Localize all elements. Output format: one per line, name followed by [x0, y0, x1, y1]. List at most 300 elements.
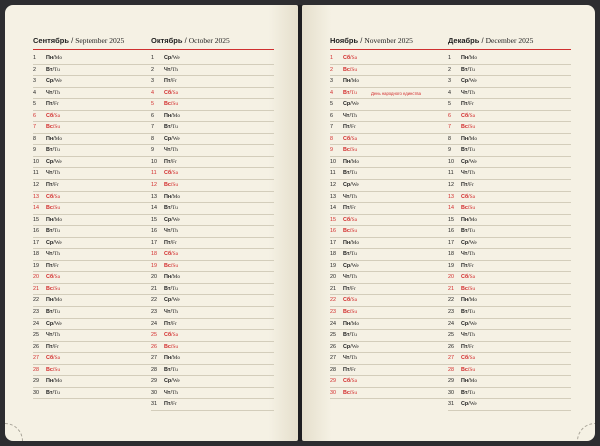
weekday-separator: /	[52, 147, 54, 154]
weekday-separator: /	[171, 274, 173, 281]
day-row	[33, 249, 156, 261]
weekday-ru: Пн	[461, 216, 469, 223]
day-number: 18	[448, 251, 454, 258]
day-row	[448, 238, 571, 250]
weekday-en: Su	[351, 228, 358, 235]
day-number: 21	[33, 285, 39, 292]
weekday-separator: /	[350, 216, 352, 223]
weekday-en: We	[469, 239, 477, 246]
day-row	[33, 99, 156, 111]
weekday-en: Fr	[54, 343, 59, 350]
weekday-ru: Пн	[164, 193, 172, 200]
day-number: 14	[330, 205, 336, 212]
weekday-ru: Сб	[164, 89, 172, 96]
weekday-ru: Сб	[461, 112, 469, 119]
day-row	[330, 88, 453, 100]
day-row	[448, 295, 571, 307]
weekday-separator: /	[468, 78, 470, 85]
weekday-separator: /	[171, 55, 173, 61]
weekday-separator: /	[171, 251, 173, 258]
weekday-en: Fr	[351, 205, 356, 212]
weekday-en: Th	[350, 274, 357, 281]
day-number: 23	[330, 309, 336, 316]
weekday-separator: /	[350, 101, 352, 108]
day-row	[330, 203, 453, 215]
weekday-ru: Ср	[164, 216, 172, 223]
weekday-separator: /	[171, 216, 173, 223]
weekday-separator: /	[349, 274, 351, 281]
day-row	[330, 307, 453, 319]
weekday-en: Th	[53, 251, 60, 258]
day-number: 3	[33, 78, 36, 85]
weekday-ru: Чт	[46, 89, 53, 96]
day-number: 20	[448, 274, 454, 281]
weekday-ru: Пт	[46, 101, 53, 108]
month-name-en: December 2025	[485, 36, 534, 45]
day-number: 9	[33, 147, 36, 154]
weekday-separator: /	[53, 135, 55, 142]
weekday-separator: /	[467, 147, 469, 154]
day-number: 5	[151, 101, 154, 108]
day-row	[33, 295, 156, 307]
weekday-en: Su	[351, 66, 358, 73]
weekday-en: Tu	[468, 66, 475, 73]
day-number: 15	[330, 216, 336, 223]
day-number: 3	[330, 78, 333, 85]
weekday-ru: Пт	[343, 205, 350, 212]
day-row	[330, 168, 453, 180]
day-row	[151, 180, 274, 192]
day-number: 16	[33, 228, 39, 235]
day-number: 9	[448, 147, 451, 154]
day-number: 25	[151, 332, 157, 339]
day-row	[330, 134, 453, 146]
day-row	[330, 342, 453, 354]
weekday-separator: /	[53, 239, 55, 246]
day-row	[33, 353, 156, 365]
weekday-en: Sa	[172, 251, 179, 258]
day-row	[330, 353, 453, 365]
month-separator: /	[184, 36, 189, 45]
weekday-en: Tu	[350, 251, 357, 258]
weekday-separator: /	[468, 297, 470, 304]
weekday-separator: /	[468, 158, 470, 165]
weekday-en: Su	[172, 182, 179, 189]
day-number: 2	[33, 66, 36, 73]
weekday-en: Sa	[469, 355, 476, 362]
weekday-en: We	[351, 262, 359, 269]
day-row	[330, 122, 453, 134]
weekday-en: Fr	[54, 182, 59, 189]
weekday-separator: /	[467, 66, 469, 73]
day-row	[151, 122, 274, 134]
weekday-ru: Сб	[461, 193, 469, 200]
month-october	[151, 35, 274, 411]
day-number: 30	[448, 389, 454, 396]
weekday-en: Fr	[172, 158, 177, 165]
weekday-en: Su	[469, 124, 476, 131]
weekday-ru: Вт	[164, 285, 171, 292]
day-row	[448, 203, 571, 215]
weekday-ru: Пн	[46, 297, 54, 304]
weekday-ru: Вс	[461, 285, 468, 292]
weekday-en: Mo	[54, 55, 63, 61]
weekday-separator: /	[350, 158, 352, 165]
weekday-ru: Сб	[461, 274, 469, 281]
weekday-ru: Чт	[164, 389, 171, 396]
day-row	[330, 180, 453, 192]
day-row	[448, 145, 571, 157]
day-row	[448, 76, 571, 88]
weekday-ru: Пт	[164, 239, 171, 246]
day-number: 5	[330, 101, 333, 108]
weekday-separator: /	[349, 389, 352, 396]
weekday-ru: Пн	[461, 297, 469, 304]
weekday-separator: /	[467, 228, 469, 235]
weekday-ru: Вс	[461, 205, 468, 212]
weekday-ru: Пн	[46, 55, 54, 61]
weekday-ru: Вс	[461, 366, 468, 373]
month-separator: /	[71, 36, 76, 45]
day-number: 1	[330, 55, 333, 61]
weekday-ru: Вт	[461, 66, 468, 73]
weekday-ru: Ср	[164, 135, 172, 142]
weekday-ru: Ср	[461, 320, 469, 327]
weekday-separator: /	[349, 228, 352, 235]
weekday-separator: /	[53, 320, 55, 327]
weekday-ru: Вт	[46, 66, 53, 73]
day-row	[330, 99, 453, 111]
day-number: 8	[151, 135, 154, 142]
weekday-en: Fr	[172, 401, 177, 408]
day-number: 14	[33, 205, 39, 212]
weekday-ru: Пт	[164, 401, 171, 408]
weekday-en: Mo	[54, 216, 63, 223]
weekday-ru: Вт	[461, 309, 468, 316]
day-number: 29	[33, 378, 39, 385]
weekday-separator: /	[53, 193, 55, 200]
day-row	[151, 342, 274, 354]
weekday-separator: /	[350, 78, 352, 85]
day-number: 22	[151, 297, 157, 304]
weekday-ru: Чт	[461, 332, 468, 339]
weekday-ru: Пт	[164, 78, 171, 85]
day-number: 17	[33, 239, 39, 246]
month-name-ru: Сентябрь	[33, 36, 69, 45]
weekday-ru: Пт	[461, 101, 468, 108]
day-number: 4	[330, 89, 333, 96]
day-row	[330, 215, 453, 227]
weekday-ru: Вт	[343, 251, 350, 258]
day-row	[33, 284, 156, 296]
day-number: 8	[330, 135, 333, 142]
weekday-ru: Чт	[343, 112, 350, 119]
weekday-ru: Вт	[461, 228, 468, 235]
day-number: 4	[33, 89, 36, 96]
weekday-separator: /	[468, 355, 470, 362]
weekday-en: We	[469, 78, 477, 85]
weekday-separator: /	[170, 78, 173, 85]
weekday-ru: Пт	[461, 262, 468, 269]
weekday-ru: Вс	[461, 124, 468, 131]
weekday-en: Th	[171, 228, 178, 235]
month-name-en: October 2025	[188, 36, 230, 45]
day-row	[33, 168, 156, 180]
day-number: 13	[330, 193, 336, 200]
day-row	[33, 365, 156, 377]
weekday-en: Mo	[351, 239, 360, 246]
weekday-en: Mo	[351, 320, 360, 327]
day-number: 17	[151, 239, 157, 246]
day-number: 21	[330, 285, 336, 292]
weekday-separator: /	[468, 378, 470, 385]
weekday-en: We	[172, 297, 180, 304]
weekday-en: Th	[171, 66, 178, 73]
day-row	[33, 180, 156, 192]
day-number: 10	[151, 158, 157, 165]
weekday-en: Su	[351, 147, 358, 154]
day-row	[330, 272, 453, 284]
weekday-en: Tu	[171, 285, 178, 292]
weekday-ru: Сб	[343, 378, 351, 385]
weekday-en: We	[469, 320, 477, 327]
weekday-en: Mo	[469, 378, 478, 385]
day-row	[151, 203, 274, 215]
weekday-separator: /	[171, 89, 173, 96]
weekday-ru: Сб	[343, 216, 351, 223]
weekday-en: Th	[350, 355, 357, 362]
day-row	[330, 388, 453, 400]
day-number: 21	[448, 285, 454, 292]
month-december	[448, 35, 571, 411]
weekday-separator: /	[467, 89, 469, 96]
day-number: 11	[151, 170, 157, 177]
day-number: 1	[151, 55, 154, 61]
day-row	[151, 295, 274, 307]
day-row	[151, 226, 274, 238]
day-row	[448, 365, 571, 377]
weekday-separator: /	[350, 182, 352, 189]
weekday-ru: Вт	[461, 389, 468, 396]
day-number: 14	[151, 205, 157, 212]
weekday-separator: /	[52, 89, 54, 96]
day-row	[448, 342, 571, 354]
weekday-ru: Вт	[343, 89, 350, 96]
weekday-separator: /	[350, 135, 352, 142]
day-number: 29	[448, 378, 454, 385]
day-row	[448, 88, 571, 100]
day-row	[448, 65, 571, 77]
day-number: 18	[151, 251, 157, 258]
day-row	[330, 65, 453, 77]
day-row	[448, 388, 571, 400]
weekday-separator: /	[349, 89, 351, 96]
day-row	[33, 319, 156, 331]
weekday-ru: Пн	[46, 378, 54, 385]
weekday-en: Mo	[54, 135, 63, 142]
weekday-separator: /	[170, 389, 172, 396]
month-november	[330, 35, 453, 399]
weekday-en: Fr	[469, 101, 474, 108]
weekday-ru: Пн	[164, 355, 172, 362]
day-number: 26	[448, 343, 454, 350]
day-row	[33, 342, 156, 354]
day-number: 7	[33, 124, 36, 131]
weekday-separator: /	[349, 366, 352, 373]
day-number: 31	[151, 401, 157, 408]
day-row	[151, 192, 274, 204]
weekday-separator: /	[467, 389, 469, 396]
weekday-en: Su	[351, 309, 358, 316]
weekday-separator: /	[53, 355, 55, 362]
weekday-en: Sa	[469, 193, 476, 200]
weekday-ru: Вс	[46, 366, 53, 373]
weekday-en: Sa	[351, 135, 358, 142]
weekday-en: Th	[350, 112, 357, 119]
day-row	[33, 203, 156, 215]
day-number: 29	[330, 378, 336, 385]
day-row	[151, 65, 274, 77]
weekday-en: Su	[54, 366, 61, 373]
day-row	[151, 284, 274, 296]
weekday-separator: /	[467, 124, 470, 131]
day-number: 16	[330, 228, 336, 235]
weekday-en: We	[54, 78, 62, 85]
day-row	[330, 238, 453, 250]
day-number: 27	[151, 355, 157, 362]
weekday-separator: /	[170, 228, 172, 235]
weekday-ru: Чт	[461, 89, 468, 96]
day-number: 6	[33, 112, 36, 119]
day-row	[33, 226, 156, 238]
weekday-separator: /	[170, 101, 173, 108]
weekday-en: Sa	[172, 89, 179, 96]
weekday-en: Su	[351, 389, 358, 396]
weekday-ru: Ср	[461, 78, 469, 85]
day-number: 8	[33, 135, 36, 142]
weekday-ru: Ср	[46, 239, 54, 246]
day-row	[33, 111, 156, 123]
month-header	[33, 35, 156, 47]
day-number: 24	[151, 320, 157, 327]
day-number: 2	[151, 66, 154, 73]
weekday-en: Tu	[350, 170, 357, 177]
day-number: 28	[448, 366, 454, 373]
weekday-ru: Сб	[343, 297, 351, 304]
weekday-separator: /	[350, 320, 352, 327]
day-row	[330, 330, 453, 342]
day-row	[151, 330, 274, 342]
weekday-separator: /	[350, 343, 352, 350]
weekday-separator: /	[52, 251, 54, 258]
weekday-ru: Чт	[46, 332, 53, 339]
day-row	[151, 249, 274, 261]
day-row	[448, 180, 571, 192]
weekday-en: We	[351, 182, 359, 189]
month-separator: /	[360, 36, 365, 45]
weekday-en: Fr	[172, 239, 177, 246]
weekday-en: Sa	[351, 297, 358, 304]
day-number: 25	[330, 332, 336, 339]
day-number: 3	[151, 78, 154, 85]
weekday-ru: Пт	[46, 262, 53, 269]
weekday-separator: /	[350, 239, 352, 246]
weekday-en: Su	[469, 285, 476, 292]
weekday-ru: Вт	[164, 124, 171, 131]
weekday-separator: /	[171, 355, 173, 362]
weekday-separator: /	[53, 112, 55, 119]
weekday-en: Mo	[54, 378, 63, 385]
weekday-separator: /	[467, 285, 470, 292]
weekday-ru: Пн	[343, 239, 351, 246]
weekday-ru: Пт	[343, 124, 350, 131]
weekday-ru: Сб	[46, 112, 54, 119]
weekday-ru: Вт	[46, 228, 53, 235]
month-september	[33, 35, 156, 399]
weekday-separator: /	[52, 332, 54, 339]
day-number: 30	[151, 389, 157, 396]
day-row	[151, 53, 274, 65]
weekday-en: Fr	[469, 182, 474, 189]
day-number: 24	[448, 320, 454, 327]
weekday-ru: Пн	[461, 378, 469, 385]
day-row	[33, 376, 156, 388]
weekday-en: Sa	[469, 274, 476, 281]
day-row	[330, 284, 453, 296]
day-number: 16	[151, 228, 157, 235]
weekday-ru: Ср	[46, 78, 54, 85]
weekday-separator: /	[467, 366, 470, 373]
right-page	[302, 5, 595, 441]
weekday-ru: Вс	[164, 343, 171, 350]
day-row	[151, 399, 274, 411]
day-number: 11	[33, 170, 39, 177]
weekday-separator: /	[467, 332, 469, 339]
day-number: 4	[151, 89, 154, 96]
weekday-en: We	[469, 158, 477, 165]
weekday-en: We	[54, 239, 62, 246]
weekday-en: Mo	[172, 112, 181, 119]
weekday-separator: /	[171, 170, 173, 177]
weekday-ru: Вс	[46, 124, 53, 131]
day-number: 22	[330, 297, 336, 304]
day-number: 3	[448, 78, 451, 85]
weekday-en: Th	[53, 332, 60, 339]
day-row	[330, 365, 453, 377]
weekday-separator: /	[53, 274, 55, 281]
weekday-separator: /	[468, 320, 470, 327]
weekday-ru: Вт	[343, 170, 350, 177]
day-number: 7	[330, 124, 333, 131]
weekday-separator: /	[349, 124, 352, 131]
day-number: 23	[151, 309, 157, 316]
day-row	[330, 261, 453, 273]
day-row	[151, 76, 274, 88]
weekday-separator: /	[468, 239, 470, 246]
weekday-ru: Чт	[461, 170, 468, 177]
weekday-ru: Ср	[46, 158, 54, 165]
weekday-en: We	[172, 378, 180, 385]
weekday-separator: /	[53, 378, 55, 385]
weekday-separator: /	[349, 205, 352, 212]
weekday-separator: /	[349, 332, 351, 339]
day-row	[330, 192, 453, 204]
weekday-separator: /	[171, 112, 173, 119]
weekday-ru: Пт	[343, 366, 350, 373]
weekday-separator: /	[171, 332, 173, 339]
weekday-ru: Пт	[461, 343, 468, 350]
weekday-separator: /	[170, 320, 173, 327]
